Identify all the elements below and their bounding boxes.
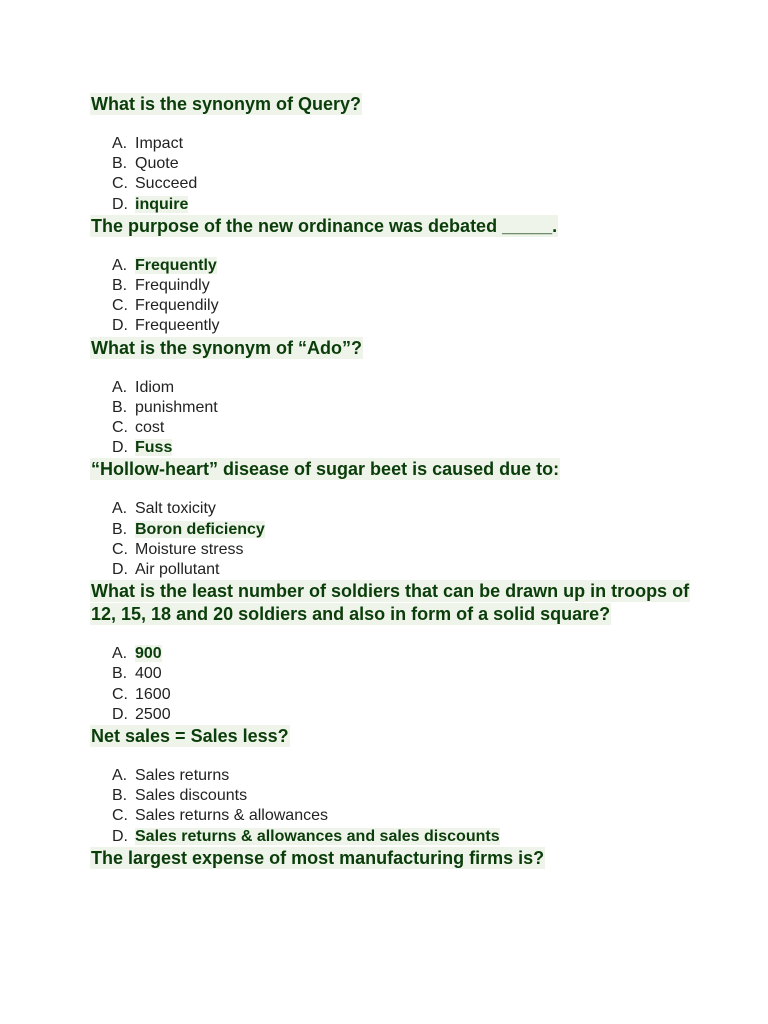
answer-options bbox=[90, 644, 690, 725]
option-letter: D. bbox=[112, 195, 128, 213]
option-letter: D. bbox=[112, 439, 128, 457]
option-text: Air pollutant bbox=[135, 561, 220, 579]
option-letter: D. bbox=[112, 827, 128, 845]
option-letter: B. bbox=[112, 787, 128, 805]
option-letter: A. bbox=[112, 378, 128, 396]
option-text: 900 bbox=[135, 645, 162, 663]
option-letter: C. bbox=[112, 419, 128, 437]
option-text: punishment bbox=[135, 398, 218, 416]
answer-option-correct bbox=[112, 827, 690, 847]
document-body bbox=[90, 93, 690, 870]
option-letter: D. bbox=[112, 561, 128, 579]
answer-option-correct bbox=[112, 644, 690, 664]
option-text: Quote bbox=[135, 155, 179, 173]
option-letter: C. bbox=[112, 807, 128, 825]
answer-option bbox=[112, 296, 690, 316]
option-text: Frequeently bbox=[135, 317, 220, 335]
option-text: 400 bbox=[135, 665, 162, 683]
option-letter: D. bbox=[112, 317, 128, 335]
option-text: Sales returns & allowances bbox=[135, 807, 328, 825]
option-letter: B. bbox=[112, 277, 128, 295]
option-text: Impact bbox=[135, 135, 184, 152]
answer-option-correct bbox=[112, 438, 690, 458]
answer-option bbox=[112, 316, 690, 336]
answer-option bbox=[112, 398, 690, 418]
answer-option bbox=[112, 276, 690, 296]
answer-option bbox=[112, 418, 690, 438]
question-block bbox=[90, 337, 690, 459]
option-letter: A. bbox=[112, 135, 128, 152]
answer-options bbox=[90, 378, 690, 459]
option-letter: B. bbox=[112, 398, 128, 416]
answer-option bbox=[112, 540, 690, 560]
question-label: The largest expense of most manufacturing firms is? bbox=[91, 847, 545, 868]
question-text bbox=[90, 847, 690, 870]
question-label: “Hollow-heart” disease of sugar beet is caused due to: bbox=[91, 459, 560, 480]
answer-option bbox=[112, 134, 690, 154]
question-block bbox=[90, 215, 690, 337]
question-block bbox=[90, 725, 690, 847]
answer-option bbox=[112, 560, 690, 580]
question-label: What is the least number of soldiers that can be drawn up in troops of 12, 15, 18 and 20 soldiers and also in form of a solid square? bbox=[91, 581, 690, 625]
question-text bbox=[90, 725, 690, 748]
option-text: Moisture stress bbox=[135, 540, 244, 558]
question-text bbox=[90, 580, 690, 626]
option-text: Succeed bbox=[135, 175, 198, 193]
answer-option bbox=[112, 664, 690, 684]
option-text: inquire bbox=[135, 195, 189, 213]
question-text bbox=[90, 215, 690, 238]
option-text: 1600 bbox=[135, 685, 171, 703]
option-letter: A. bbox=[112, 256, 128, 274]
question-label: What is the synonym of “Ado”? bbox=[91, 337, 363, 358]
question-block bbox=[90, 580, 690, 725]
question-block bbox=[90, 847, 690, 870]
option-letter: C. bbox=[112, 685, 128, 703]
option-text: cost bbox=[135, 419, 165, 437]
answer-option bbox=[112, 705, 690, 725]
option-letter: C. bbox=[112, 175, 128, 193]
option-text: Boron deficiency bbox=[135, 520, 265, 538]
option-letter: C. bbox=[112, 540, 128, 558]
answer-option bbox=[112, 766, 690, 786]
option-letter: C. bbox=[112, 297, 128, 315]
option-text: Fuss bbox=[135, 439, 173, 457]
option-text: Sales discounts bbox=[135, 787, 248, 805]
answer-options bbox=[90, 134, 690, 215]
answer-option bbox=[112, 806, 690, 826]
answer-option bbox=[112, 685, 690, 705]
option-letter: A. bbox=[112, 767, 128, 785]
option-letter: D. bbox=[112, 705, 128, 723]
question-label: What is the synonym of Query? bbox=[91, 94, 362, 114]
question-label: The purpose of the new ordinance was debated _____. bbox=[91, 215, 558, 236]
option-text: Frequindly bbox=[135, 277, 210, 295]
question-label: Net sales = Sales less? bbox=[91, 726, 289, 747]
answer-options bbox=[90, 766, 690, 847]
question-text bbox=[90, 458, 690, 481]
question-text bbox=[90, 93, 690, 116]
answer-option bbox=[112, 378, 690, 398]
option-text: Sales returns & allowances and sales discounts bbox=[135, 827, 500, 845]
answer-options bbox=[90, 256, 690, 337]
option-letter: B. bbox=[112, 155, 128, 173]
answer-option bbox=[112, 786, 690, 806]
answer-option-correct bbox=[112, 256, 690, 276]
question-block bbox=[90, 458, 690, 580]
question-text bbox=[90, 337, 690, 360]
option-text: Frequendily bbox=[135, 297, 219, 315]
answer-option bbox=[112, 174, 690, 194]
answer-option bbox=[112, 154, 690, 174]
option-letter: B. bbox=[112, 665, 128, 683]
option-text: 2500 bbox=[135, 705, 171, 723]
option-letter: B. bbox=[112, 520, 128, 538]
answer-option-correct bbox=[112, 195, 690, 215]
option-text: Idiom bbox=[135, 378, 175, 396]
option-text: Sales returns bbox=[135, 767, 230, 785]
answer-options bbox=[90, 499, 690, 580]
option-text: Frequently bbox=[135, 256, 217, 274]
option-letter: A. bbox=[112, 500, 128, 518]
option-text: Salt toxicity bbox=[135, 500, 216, 518]
answer-option bbox=[112, 499, 690, 519]
option-letter: A. bbox=[112, 645, 128, 663]
answer-option-correct bbox=[112, 520, 690, 540]
question-block bbox=[90, 93, 690, 215]
